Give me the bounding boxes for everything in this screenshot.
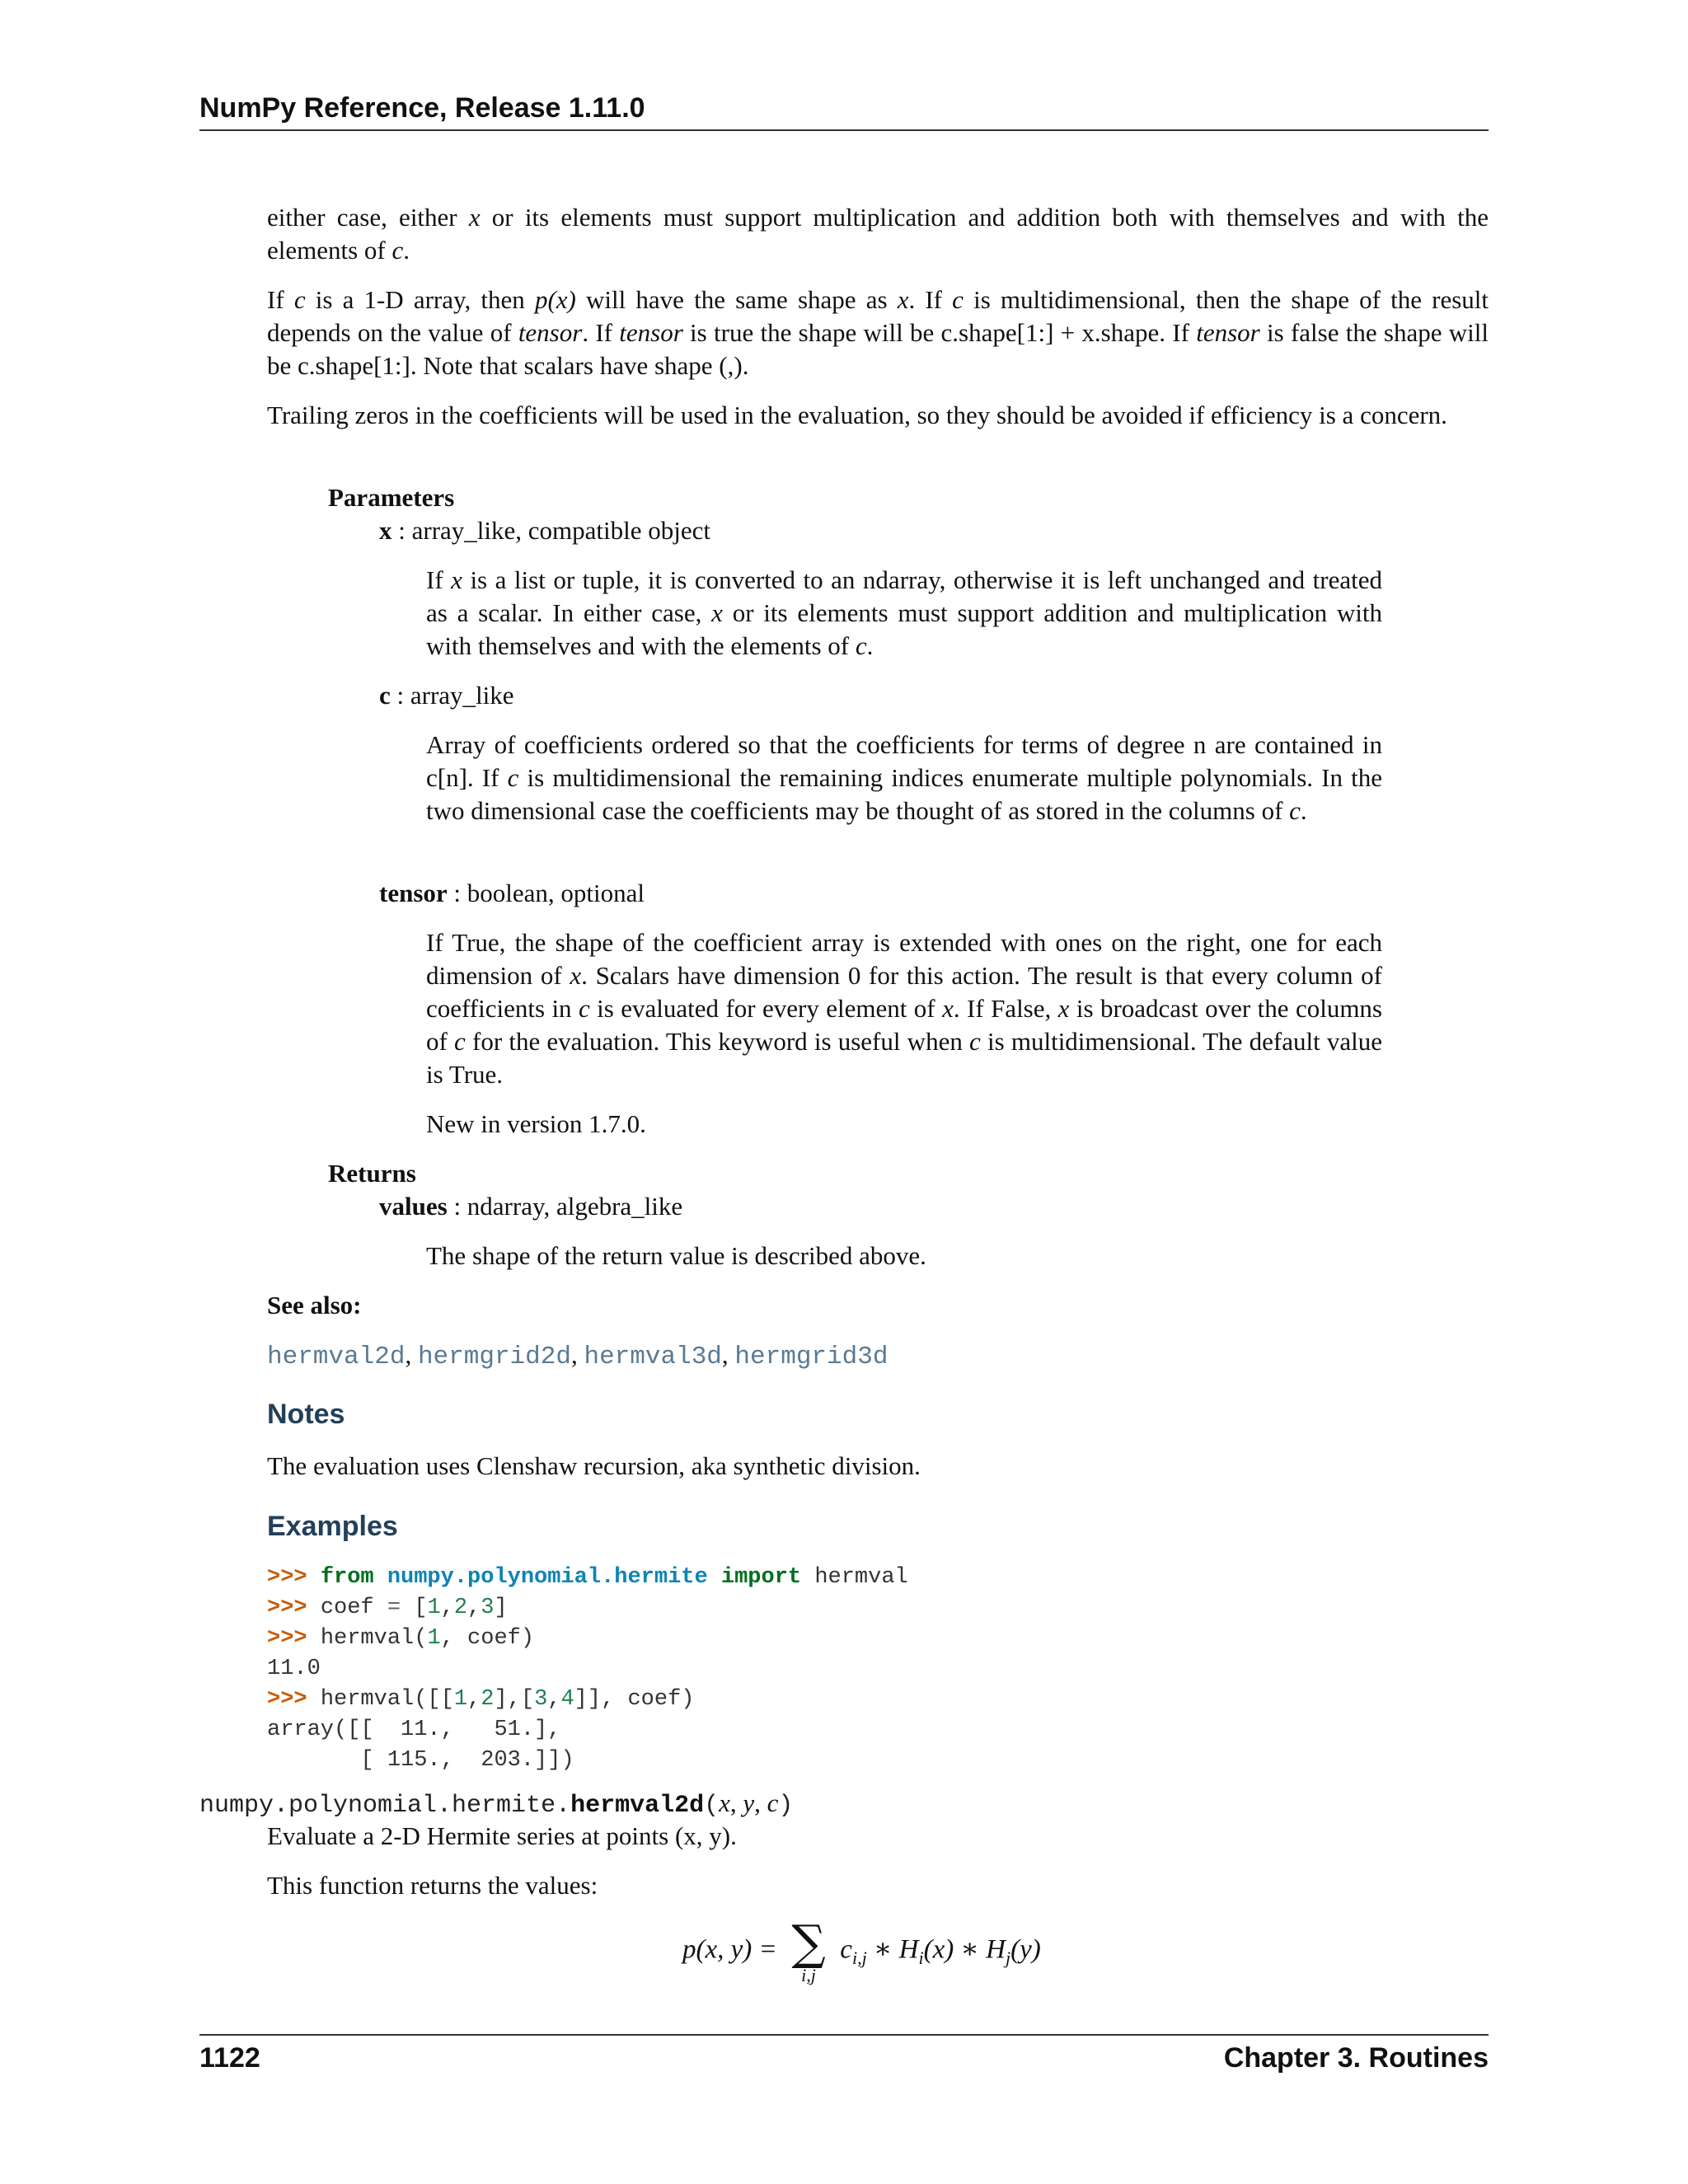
examples-heading: Examples <box>267 1511 398 1542</box>
param-c-description: Array of coefficients ordered so that the coefficients for terms of degree n are contained in c[n]. If c is multidimensional the remaining indices enumerate multiple polynomials. In the two dimensional case the coefficients may be thought of as stored in the columns of c. <box>426 730 1382 825</box>
page-number: 1122 <box>199 2042 260 2074</box>
intro-paragraph-1: either case, either x or its elements must support multiplication and addition both with themselves and with the elements of c. <box>267 203 1489 265</box>
sum-subscript: i,j <box>801 1965 816 1985</box>
code-output-2: array([[ 11., 51.], <box>267 1718 561 1742</box>
header-rule <box>199 129 1489 131</box>
param-x-description: If x is a list or tuple, it is converted to an ndarray, otherwise it is left unchanged and treated as a scalar. In either case, x or its elements must support addition and multiplication with with themselves and with the elements of c. <box>426 565 1382 660</box>
formula: p(x, y) = ∑ i,j $c_{i,j}$ ∗ $H_i(x)$ ∗ $H_j(y)$ <box>682 1915 1041 1985</box>
return-values-label: values : ndarray, algebra_like <box>379 1192 683 1221</box>
param-c-label: c : array_like <box>379 681 514 710</box>
see-also-links: hermval2d, hermgrid2d, hermval3d, hermgrid3d <box>267 1340 889 1371</box>
link-hermval2d[interactable]: hermval2d <box>267 1343 406 1371</box>
code-line-3: >>> hermval(1, coef) <box>267 1626 535 1651</box>
see-also-heading: See also: <box>267 1291 362 1319</box>
link-hermval3d[interactable]: hermval3d <box>584 1343 722 1371</box>
link-hermgrid2d[interactable]: hermgrid2d <box>417 1343 571 1371</box>
code-output-3: [ 115., 203.]]) <box>267 1748 574 1773</box>
function-returns-intro: This function returns the values: <box>267 1871 598 1900</box>
return-values-description: The shape of the return value is described above. <box>426 1241 926 1270</box>
chapter-label: Chapter 3. Routines <box>1223 2042 1489 2074</box>
running-header-title: NumPy Reference, Release 1.11.0 <box>199 92 645 124</box>
function-summary: Evaluate a 2-D Hermite series at points (x, y). <box>267 1821 737 1850</box>
footer-rule <box>199 2034 1489 2036</box>
intro-paragraph-2: If c is a 1-D array, then p(x) will have the same shape as x. If c is multidimensional, then the shape of the result depends on the value of tensor. If tensor is true the shape will be c.shape[1:] + x.shape. If tensor is false the shape will be c.shape[1:]. Note that scalars have shape (,). <box>267 285 1489 380</box>
code-line-1: >>> from numpy.polynomial.hermite import hermval <box>267 1565 908 1590</box>
version-added-note: New in version 1.7.0. <box>426 1109 646 1138</box>
param-x-label: x : array_like, compatible object <box>379 516 710 545</box>
code-line-2: >>> coef = [1,2,3] <box>267 1596 508 1620</box>
example-code-block <box>267 1563 908 1776</box>
param-tensor-description: If True, the shape of the coefficient array is extended with ones on the right, one for each dimension of x. Scalars have dimension 0 for this action. The result is that every column of coefficients in c is evaluated for every element of x. If False, x is broadcast over the columns of c for the evaluation. This keyword is useful when c is multidimensional. The default value is True. <box>426 928 1383 1089</box>
code-line-5: >>> hermval([[1,2],[3,4]], coef) <box>267 1687 695 1712</box>
code-output-1: 11.0 <box>267 1657 321 1681</box>
sum-symbol: ∑ <box>791 1915 826 1971</box>
parameters-heading: Parameters <box>328 483 455 512</box>
function-name: hermval2d <box>570 1792 705 1820</box>
formula-lhs: p(x, y) = <box>682 1934 777 1965</box>
notes-text: The evaluation uses Clenshaw recursion, aka synthetic division. <box>267 1451 921 1480</box>
intro-paragraph-3: Trailing zeros in the coefficients will be used in the evaluation, so they should be avoided if efficiency is a concern. <box>267 401 1447 429</box>
link-hermgrid3d[interactable]: hermgrid3d <box>734 1343 889 1371</box>
notes-heading: Notes <box>267 1399 345 1430</box>
returns-heading: Returns <box>328 1159 416 1188</box>
function-signature: numpy.polynomial.hermite.hermval2d(x, y, c) <box>199 1788 794 1820</box>
param-tensor-label: tensor : boolean, optional <box>379 879 645 907</box>
